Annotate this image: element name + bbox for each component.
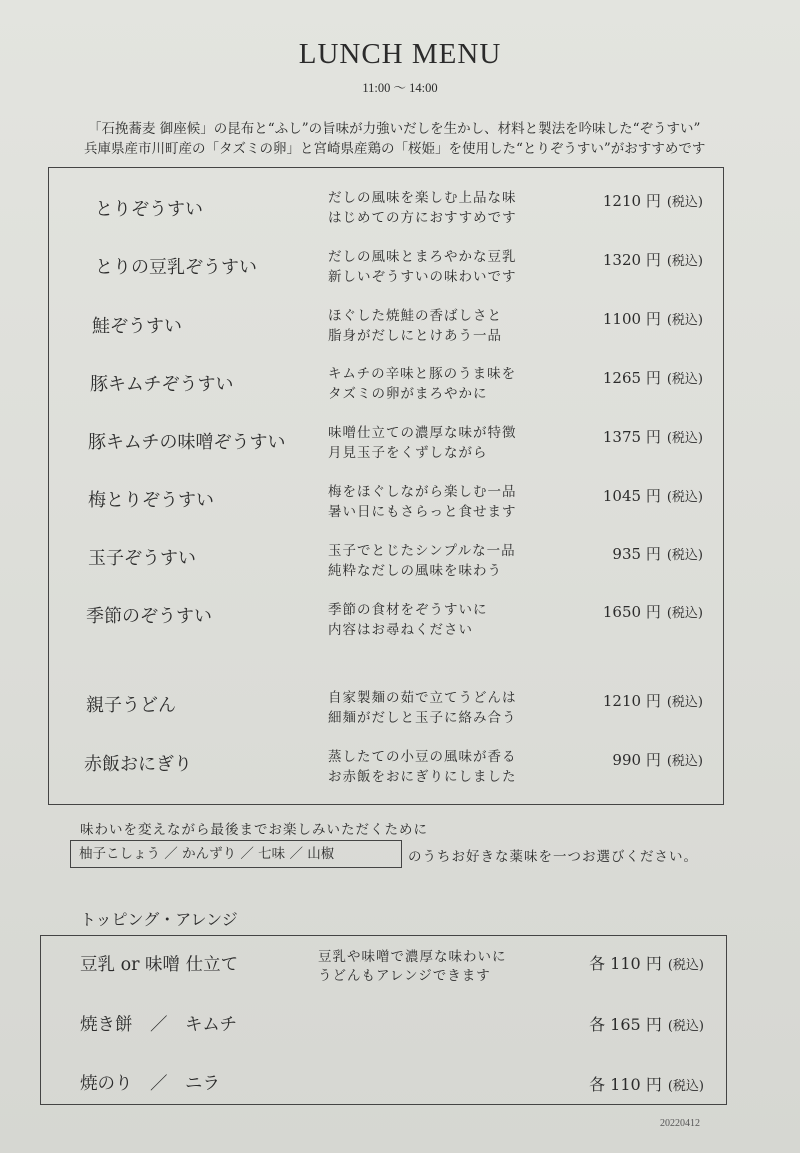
tax-label: (税込) [666, 606, 703, 621]
tax-label: (税込) [666, 195, 703, 210]
price-unit: 円 [645, 428, 661, 446]
tax-label: (税込) [666, 695, 703, 710]
condiment-tail: のうちお好きな薬味を一つお選びください。 [408, 849, 698, 865]
price-value: 1045 [602, 487, 642, 505]
business-hours: 11:00 〜 14:00 [362, 81, 438, 95]
price-value: 1210 [602, 692, 642, 710]
tax-label: (税込) [667, 1019, 704, 1034]
price-unit: 円 [645, 310, 661, 328]
menu-item-price [560, 308, 703, 329]
intro-line-2: 兵庫県産市川町産の「タズミの卵」と宮崎県産鶏の「桜姫」を使用した“とりぞうすい”がおすすめです [84, 141, 706, 157]
tax-label: (税込) [666, 254, 703, 269]
menu-item-name: 鮭ぞうすい [92, 316, 182, 337]
price-value: 1210 [602, 192, 642, 210]
menu-item-desc-2: 純粋なだしの風味を味わう [328, 563, 502, 579]
menu-item-name: 豚キムチぞうすい [90, 374, 234, 395]
menu-item-name: 豚キムチの味噌ぞうすい [88, 432, 286, 453]
menu-item-desc-1: キムチの辛味と豚のうま味を [328, 366, 517, 382]
price-unit: 円 [645, 545, 661, 563]
price-unit: 円 [645, 1015, 662, 1034]
price-unit: 円 [645, 1075, 662, 1094]
menu-item-desc-2: 細麺がだしと玉子に絡み合う [328, 710, 517, 726]
menu-item-price [560, 249, 703, 270]
price-unit: 円 [645, 192, 661, 210]
tax-label: (税込) [667, 958, 704, 973]
menu-item-desc-1: 蒸したての小豆の風味が香る [328, 749, 517, 765]
price-value: 1375 [602, 428, 642, 446]
price-value: 1265 [602, 369, 642, 387]
menu-item-desc-2: お赤飯をおにぎりにしました [328, 769, 517, 785]
price-unit: 円 [645, 692, 661, 710]
tax-label: (税込) [666, 548, 703, 563]
menu-item-price [560, 485, 703, 506]
menu-item-desc-1: だしの風味を楽しむ上品な味 [328, 190, 517, 206]
price-value: 1650 [602, 603, 642, 621]
menu-item-price [560, 367, 703, 388]
menu-item-price [560, 749, 703, 770]
menu-item-price [560, 190, 703, 211]
price-value: 各 110 [589, 1075, 641, 1094]
condiment-options: 柚子こしょう ／ かんずり ／ 七味 ／ 山椒 [70, 840, 402, 868]
menu-item-name: とりぞうすい [95, 199, 203, 220]
menu-item-desc-2: 脂身がだしにとけあう一品 [328, 328, 502, 344]
tax-label: (税込) [666, 372, 703, 387]
topping-price [540, 1012, 704, 1035]
price-value: 990 [612, 751, 642, 769]
intro-line-1: 「石挽蕎麦 御座候」の昆布と“ふし”の旨味が力強いだしを生かし、材料と製法を吟味した“ぞうすい” [88, 121, 701, 137]
page-title: LUNCH MENU [298, 38, 502, 70]
menu-item-price [560, 543, 703, 564]
price-value: 935 [612, 545, 642, 563]
menu-item-desc-1: だしの風味とまろやかな豆乳 [328, 249, 517, 265]
menu-item-name: 親子うどん [86, 695, 176, 716]
menu-item-desc-1: ほぐした焼鮭の香ばしさと [328, 308, 502, 324]
condiment-lead: 味わいを変えながら最後までお楽しみいただくために [80, 822, 428, 838]
tax-label: (税込) [667, 1079, 704, 1094]
topping-desc-2: うどんもアレンジできます [318, 968, 491, 984]
price-value: 1320 [602, 251, 642, 269]
menu-item-name: 季節のぞうすい [86, 606, 212, 627]
menu-item-desc-1: 季節の食材をぞうすいに [328, 602, 488, 618]
price-unit: 円 [645, 487, 661, 505]
menu-item-desc-2: はじめての方におすすめです [328, 210, 517, 226]
topping-name: 焼き餅 ／ キムチ [80, 1015, 237, 1035]
price-value: 1100 [602, 310, 642, 328]
price-unit: 円 [645, 369, 661, 387]
tax-label: (税込) [666, 431, 703, 446]
price-value: 各 165 [589, 1015, 641, 1034]
topping-price [540, 1072, 704, 1095]
price-unit: 円 [645, 954, 662, 973]
print-code: 20220412 [660, 1118, 700, 1129]
menu-item-desc-2: 内容はお尋ねください [328, 622, 473, 638]
menu-item-name: 玉子ぞうすい [88, 548, 196, 569]
topping-name: 豆乳 or 味噌 仕立て [80, 955, 239, 975]
price-value: 各 110 [589, 954, 641, 973]
topping-desc-1: 豆乳や味噌で濃厚な味わいに [318, 949, 507, 965]
price-unit: 円 [645, 251, 661, 269]
menu-item-name: とりの豆乳ぞうすい [95, 257, 257, 278]
menu-item-name: 赤飯おにぎり [84, 754, 192, 775]
menu-item-desc-2: 月見玉子をくずしながら [328, 445, 488, 461]
topping-section-title: トッピング・アレンジ [80, 910, 238, 929]
menu-item-desc-2: 新しいぞうすいの味わいです [328, 269, 517, 285]
menu-item-desc-1: 玉子でとじたシンプルな一品 [328, 543, 516, 559]
menu-item-price [560, 690, 703, 711]
menu-item-desc-2: 暑い日にもさらっと食せます [328, 504, 517, 520]
topping-name: 焼のり ／ ニラ [80, 1074, 220, 1094]
menu-item-price [560, 601, 703, 622]
menu-item-name: 梅とりぞうすい [88, 490, 214, 511]
price-unit: 円 [645, 603, 661, 621]
menu-item-desc-1: 自家製麺の茹で立てうどんは [328, 690, 517, 706]
topping-price [540, 951, 704, 974]
menu-item-desc-1: 梅をほぐしながら楽しむ一品 [328, 484, 517, 500]
tax-label: (税込) [666, 754, 703, 769]
menu-item-desc-2: タズミの卵がまろやかに [328, 386, 488, 402]
price-unit: 円 [645, 751, 661, 769]
tax-label: (税込) [666, 313, 703, 328]
tax-label: (税込) [666, 490, 703, 505]
menu-item-price [560, 426, 703, 447]
menu-item-desc-1: 味噌仕立ての濃厚な味が特徴 [328, 425, 517, 441]
